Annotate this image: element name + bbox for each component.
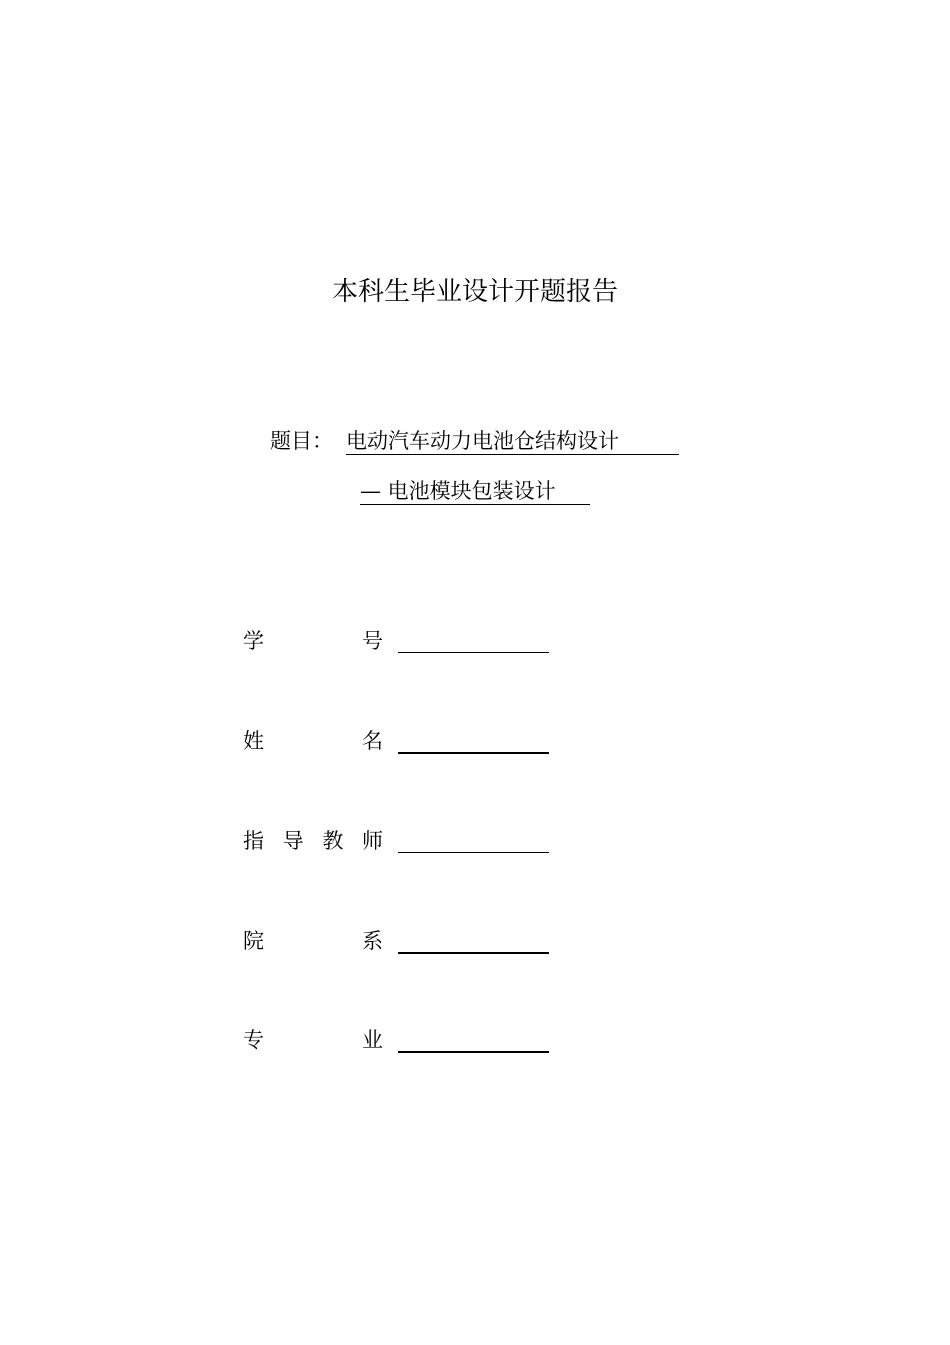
topic-title-line-1: 电动汽车动力电池仓结构设计 <box>346 426 679 455</box>
student-id-field[interactable] <box>398 652 549 653</box>
label-char: 业 <box>362 1028 383 1052</box>
name-label <box>243 726 383 756</box>
major-field[interactable] <box>398 1051 549 1053</box>
advisor-field[interactable] <box>398 852 549 853</box>
name-row <box>243 726 563 758</box>
major-row <box>243 1025 563 1057</box>
advisor-label <box>243 826 383 856</box>
label-char: 专 <box>243 1028 264 1052</box>
label-char: 名 <box>362 729 383 753</box>
topic-title-line-2: — 电池模块包装设计 <box>360 476 590 505</box>
report-title: 本科生毕业设计开题报告 <box>331 277 618 307</box>
label-char: 姓 <box>243 729 264 753</box>
label-char: 导 <box>282 829 304 853</box>
name-field[interactable] <box>398 752 549 754</box>
major-label <box>243 1025 383 1055</box>
department-label <box>243 926 383 956</box>
student-id-label <box>243 626 383 656</box>
label-char: 学 <box>243 629 264 653</box>
label-char: 师 <box>361 829 383 853</box>
label-char: 教 <box>322 829 344 853</box>
student-id-row <box>243 626 563 658</box>
label-char: 系 <box>362 929 383 953</box>
label-char: 号 <box>362 629 383 653</box>
advisor-row <box>243 826 563 858</box>
department-field[interactable] <box>398 952 549 954</box>
label-char: 院 <box>243 929 264 953</box>
department-row <box>243 926 563 958</box>
topic-label: 题目： <box>270 429 333 453</box>
label-char: 指 <box>243 829 264 853</box>
